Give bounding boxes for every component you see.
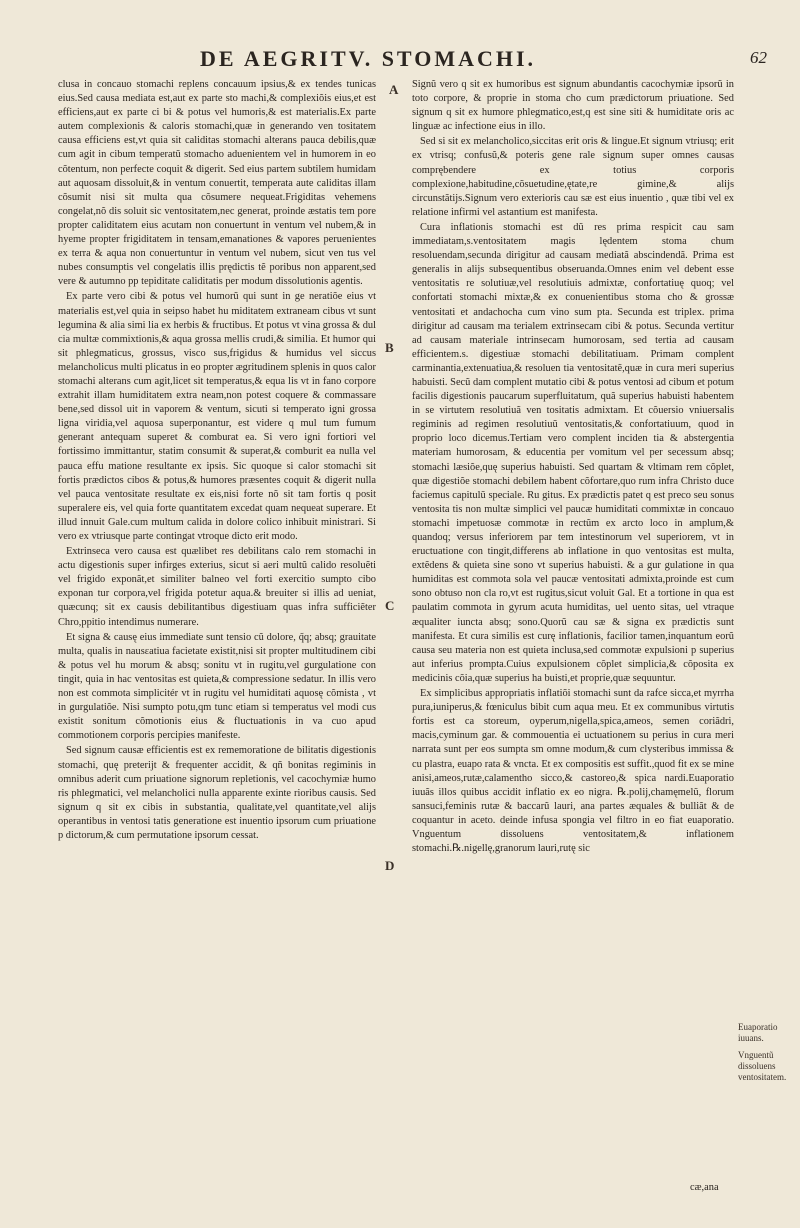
running-header: DE AEGRITV. STOMACHI. xyxy=(200,46,537,71)
paragraph: Sed si sit ex melancholico,siccitas erit oris & lingue.Et signum vtriusq; erit ex vtrisq; confusũ,& poteris gene rale signum super omnes causas comprębendere ex totius corporis complexione,habitudine,cõsuetudine,ętate,re gimine,& alijs circunstãtijs.Signum vero exterioris cau sæ est eius inuentio , quæ tibi vel ex relatione infirmi vel astantium est manifesta. xyxy=(412,136,734,218)
paragraph: Sed signum causæ efficientis est ex rememoratione de bilitatis digestionis stomachi, quę preterijt & frequenter accidit, & qñ bonitas regiminis in omnibus aderit cum priuatione signorum repletionis, vel cacochymiæ humo ris phlegmatici, vel melancholici nulla apparente exinte rioribus causis. Sed signum q sit ex cibis in substantia, qualitate,vel quantitate,vel alijs operantibus in ventosi tatis generatione est inuentio ipsorum cum priuatione p dictorum,& cum permutatione ipsorum cessat. xyxy=(58,745,376,841)
paragraph: Ex parte vero cibi & potus vel humorũ qui sunt in ge neratiõe eius vt materialis est,vel quia in seipso habet hu miditatem extraneam cibus vt sunt legumina & alia simi lia ex herbis & fructibus. Et potus vt vina grossa & dul cia multæ commixtionis,& aqua grossa mellis crudi,& similia. Et humor qui sit phlegmaticus, grossus, visco sus,frigidus & humidus vel siccus melancholicus multi plicatus in eo propter ægritudinem splenis in quos calor stomachi alterans cum agit,licet sit temperatus,& equa lis vt in fano corpore extrahit illam humiditatem extra neam,non potest coquere & commassare bene,sed dissol uit in vaporem & ventum, sicuti si temperato igni grossa ligna viridia,vel aquosa superponantur, est videre q mul tum fumum generant antequam superet & comburat ea. Si vero igni fortiori vel fortissimo immittantur, statim consumit & superat,& comburit ea nulla vel pauca effu matione resultante ex ipsis. Sic quoque si calor stomachi sit fortis prædictos cibos & potus,& humores præsentes coquit & digerit nulla vel pauca ventositate resultate ex eis,nisi forte nõ sit tam fortis q posit superalere eis, vel quia forte quantitatem excedat quam nequeat superare. Et illud innuit Gale.cum multum calida in dolore colico inhibuit ministrari. Si vero ex vtriusque parte contingat vtroque dicto erit modo. xyxy=(58,291,377,542)
paragraph: Et signa & causę eius immediate sunt tensio cũ dolore, q̃q; absq; grauitate multa, qualis in nausεatiua facietate existit,nisi sit propter multitudinem cibi & potus vel hu morum & absq; sonitu vt in rugitu,vel gurgulatione con tingit, quia in hac ventositas est quieta,& compressione sedatur. In illis vero non est commota simplicitér vt in rugitu vel humiditati aquosę cõmista , vt in gurgulatiõe. Nisi sumpto potu,qm tunc etiam si temperatus vel modi cus existit sonitum cõmotionis eius & fluctuationis in va cuo apud commotionem corporis percipies manifeste. xyxy=(58,631,376,742)
paragraph: Signũ vero q sit ex humoribus est signum abundantis cacochymiæ ipsorũ in toto corpore, & proprie in stoma cho cum prædictorum priuatione. Sed signum q sit ex humore phlegmatico,est,q est sine siti & humiditate oris ac linguæ ac infectione eius in illo. xyxy=(412,79,734,133)
paragraph: Cura inflationis stomachi est dũ res prima respicit cau sam immediatam,s.ventositatem magis lędentem stoma chum resoluendam,secunda dirigitur ad causam mediatã abscindendã. Prima est generalis in alijs subsequentibus obseruanda.Omnes enim vel debent esse ventositatis re solutiuæ,vel resolutiuis admixtæ, confortatiuę quoq; vel confortati stomachi mixtæ,& ex conuenientibus stoma cho & grossæ ventositati et andachocha cum vino sum pta. Secunda est triplex. prima dirigitur ad causam ma terialem extrinsecam cibi & potus. Secunda vertitur ad causam materiale intrinsecam humorosam, sed tertia ad causam efficientem.s. digestiuæ stomachi debilitatiuam. Primam complent carminantia,extenuatiua,& resoluen tia ventositatẽ,quæ in cura meri superius habuisti. Secũ dam complent mutatio cibi & potus ventosi ad cibum et potum facilis digestionis paucarum superfluitatum, quã superius habuisti habentem in se virtutem resolutiuã ven tositatis admixtam. Et cõuersio vniuersalis regiminis ad regimen resolutiuũ ventositatis,& confortatiuum, quod in proprio loco dicemus.Tertiam vero complent inciden tia & abstergentia materiam humorosam, & educentia per vomitum vel per secessum absq; stomachi læsiõe,quę superius habuisti. Sed quartam & vltimam rem cõplet, quæ digestiõe stomachi debilem habent cõfortare,quo rum infra Christo duce faciemus capitulũ speciale. Ru gitus. Ex prædictis patet q est preco seu sonus ventosita tis non multæ simplici vel paucæ humiditati commixtæ in concauo stomachi impetuosæ commotæ in rectũm ex arcto loco in amplum,& quandoq; versus inferiorem par tem intestinorum vel superiorem, vt in eructuatione con tingit,differens ab inflatione in quo ventositas est multa, extẽdens & quieta sine sono vt superius habuisti. & a gur gulatione in qua humiditas est commota sola vel paucæ ventositati admixta,proinde est cum sono obtuso non cla ro,vt est rugitus,sicut voluit Gal. Et a tortione in qua est paulatim commota in gyrum acuta humiditas, uel uento sitas, uel vtraque æqualiter iuncta absq; sono.Quorũ cau sæ & signa ex prædictis sunt manifesta. Et cura similis est curę inflationis, facilior tamen,inquantum eorũ causa seu materia non est quieta inclusa,sed commotæ expulsioni p superius aut inferius prompta.Cuius expulsionem cõplet simplicia,& cõposita ex medicinis cõia,quæ superius ha buisti,et proprie,quæ sequuntur. xyxy=(412,221,734,684)
catchword: cæ,ana xyxy=(690,1182,719,1193)
paragraph: Ex simplicibus appropriatis inflatiõi stomachi sunt da rafce sicca,et myrrha pura,iuniperus,& fœniculus bibit cum aqua meu. Et ex communibus virtutis fortis est ca storeum, oyperum,nigella,spica,ameos, semen coriãdri, macis,cyminum gar. & commouentia ei uctuationem su perius in cura meri narrata sunt per eos sumpta sm omne modum,& cum clysteribus immissa & cu plastra, euapo rata & vncta. Et ex compositis est suffit.,quod fit ex se mine anisi,ameos,rutæ,calamentho sicco,& castoreo,& spica nardi.Euaporatio iuuãs illos quibus accidit inflatio ex eo nigra. ℞.polij,chamęmelũ, florum sansuci,feminis rutæ & baccarũ lauri, ana partes æquales & bulliãt & de coquantur in aceto. deinde infusa spongia vel filtro in eo fiat euaporatio. Vnguentum dissoluens ventositatem,& inflationem stomachi.℞.nigellę,granorum lauri,rutę sic xyxy=(412,688,734,855)
section-marker-c: C xyxy=(385,598,395,613)
left-column xyxy=(58,78,376,844)
right-column xyxy=(412,78,734,857)
margin-note: Vnguentũ dissoluens ventositatem. xyxy=(738,1050,787,1082)
paragraph: Extrinseca vero causa est quælibet res debilitans calo rem stomachi in actu digestionis super infirges exterius, sicut si aeri multũ calido resoluẽti vel frigido exponãt,et similiter balneo vel forti exercitio sumpto cibo exponan tur corpora,vel frigida potetur aqua.& breuiter si illis ad ueniat, quæcunq; sit ex causis debilitantibus digestiuam quas infra sufficiẽter Chro,ppitio intendimus numerare. xyxy=(58,546,376,628)
section-marker-a: A xyxy=(389,82,399,97)
paragraph: clusa in concauo stomachi replens concauum ipsius,& ex tendes tunicas eius.Sed causa mediata est,aut ex parte sto machi,& complexiõis eius,et est efficiens,aut ex parte ci bi & potus vel humoris,& est materialis.Ex parte autem complexionis & caloris stomachi,quæ in generando ven tositatem causa efficiens est,vt quia sit caliditas stomachi alterans pauca debilis,quæ cum agit in cibum temperatũ stomacho aduenientem vel in humorem in eo cõtentum, non perfecte coquit & digerit. Sed eius partem subtilem humidam aut aquosam dissoluit,& in ventum conuertit, temperata aute caliditas illam cõsumit nisi sit multa qua cõsumere nequeat.Frigiditas vehemens congelat,nõ dis soluit sic ventositatem,nec generat, proinde æstatis tem pore propter caliditatem eius acutam non conuertunt in ventum vel nubem,& in hyeme propter frigiditatem in tensam,emanationes & vapores peruenientes ex terra & aqua non conuertuntur in ventum vel nubem, sicut ven tus vel nubes consumptis vel congelatis illis prędictis tẽ poribus non apparent,sed vere & autumno pp tepiditate caliditatis per modum dissolutionis agentis. xyxy=(58,79,376,288)
section-marker-d: D xyxy=(385,858,395,873)
margin-note: Euaporatio iuuans. xyxy=(738,1022,778,1043)
section-marker-b: B xyxy=(385,340,394,355)
page-number: 62 xyxy=(750,48,767,67)
